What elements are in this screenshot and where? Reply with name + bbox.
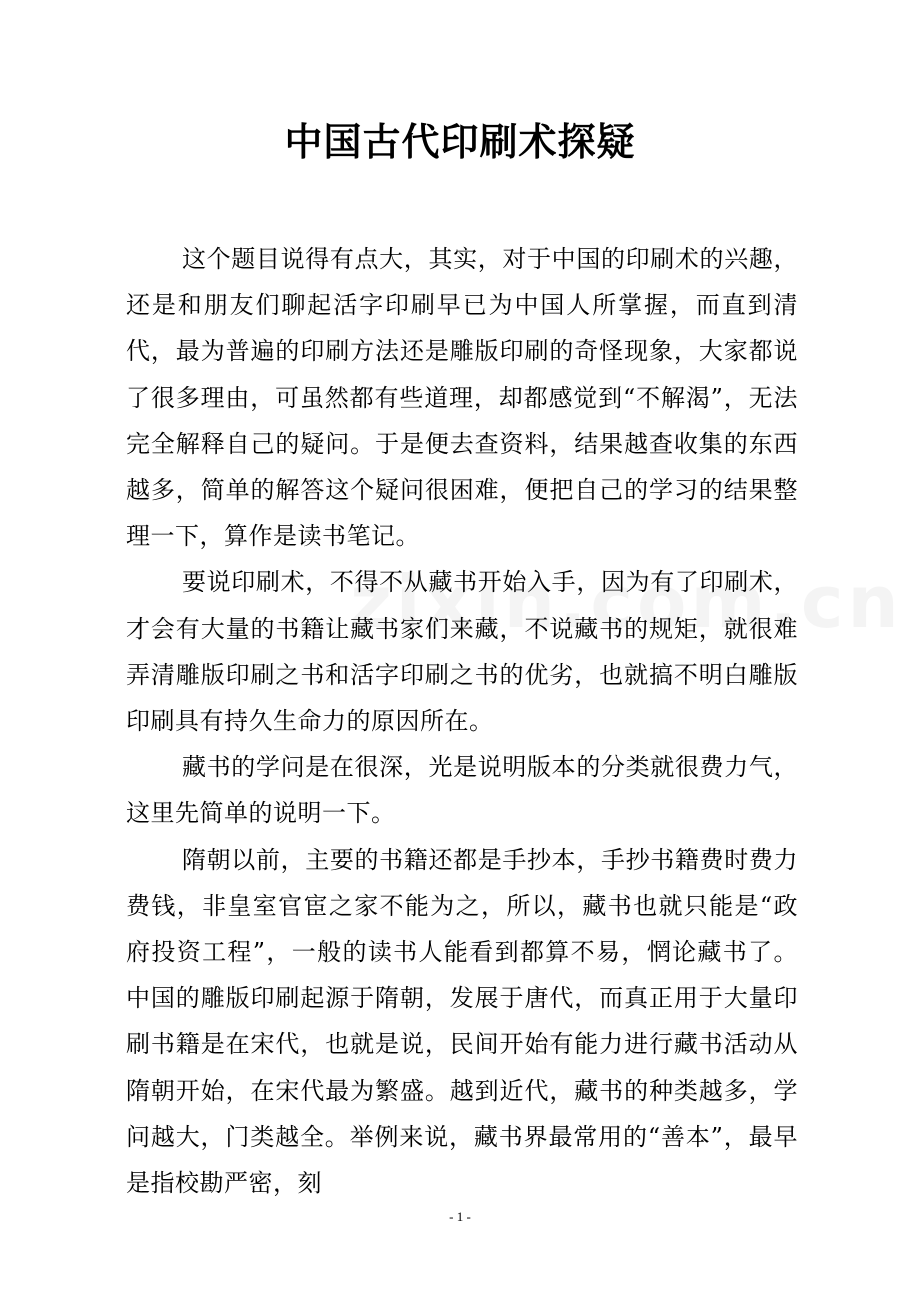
paragraph: 这个题目说得有点大，其实，对于中国的印刷术的兴趣，还是和朋友们聊起活字印刷早已为中国人所掌握，而直到清代，最为普遍的印刷方法还是雕版印刷的奇怪现象，大家都说了很多理由，可虽然都有些道理，却都感觉到“不解渴”，无法完全解释自己的疑问。于是便去查资料，结果越查收集的东西越多，简单的解答这个疑问很困难，便把自己的学习的结果整理一下，算作是读书笔记。 xyxy=(126,245,798,551)
paragraph: 隋朝以前，主要的书籍还都是手抄本，手抄书籍费时费力费钱，非皇室官宦之家不能为之，所以，藏书也就只能是“政府投资工程”，一般的读书人能看到都算不易，惘论藏书了。中国的雕版印刷起源于隋朝，发展于唐代，而真正用于大量印刷书籍是在宋代，也就是说，民间开始有能力进行藏书活动从隋朝开始，在宋代最为繁盛。越到近代，藏书的种类越多，学问越大，门类越全。举例来说，藏书界最常用的“善本”，最早是指校勘严密，刻 xyxy=(126,845,798,1198)
paragraph: 要说印刷术，不得不从藏书开始入手，因为有了印刷术，才会有大量的书籍让藏书家们来藏，不说藏书的规矩，就很难弄清雕版印刷之书和活字印刷之书的优劣，也就搞不明白雕版印刷具有持久生命力的原因所在。 xyxy=(126,568,798,736)
document-title: 中国古代印刷术探疑 xyxy=(284,120,636,164)
page-number: - 1 - xyxy=(449,1209,471,1224)
paragraph: 藏书的学问是在很深，光是说明版本的分类就很费力气，这里先简单的说明一下。 xyxy=(126,753,798,828)
document-body xyxy=(126,236,798,1206)
